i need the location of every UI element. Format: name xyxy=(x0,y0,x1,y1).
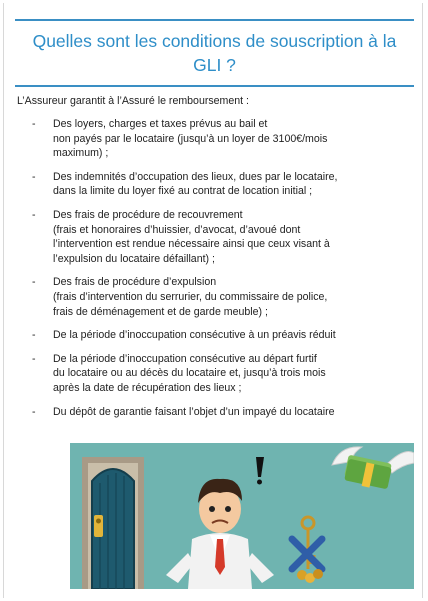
item-line: Des frais de procédure de recouvrement xyxy=(53,208,243,221)
item-line: Des indemnités d’occupation des lieux, dues par le locataire, xyxy=(53,170,338,183)
item-line: dans la limite du loyer fixé au contrat de location initial ; xyxy=(53,185,313,198)
page-title: Quelles sont les conditions de souscription à la GLI ? xyxy=(32,31,397,75)
door-icon xyxy=(82,457,144,589)
item-line: Des loyers, charges et taxes prévus au bail et xyxy=(53,118,268,130)
item-line: après la date de récupération des lieux ; xyxy=(53,381,242,394)
list-item xyxy=(32,275,417,319)
item-line: Du dépôt de garantie faisant l’objet d’un impayé du locataire xyxy=(53,405,335,418)
item-line: Des frais de procédure d’expulsion xyxy=(53,276,217,289)
bullet-dash: - xyxy=(32,170,36,183)
bullet-dash: - xyxy=(32,118,36,130)
exclamation-icon xyxy=(256,457,264,485)
item-line: De la période d’inoccupation consécutive à un préavis réduit xyxy=(53,329,336,342)
list-item xyxy=(32,405,417,420)
bullet-dash: - xyxy=(32,405,36,418)
bullet-dash: - xyxy=(32,352,36,365)
bullet-dash: - xyxy=(32,276,36,289)
coins-icon xyxy=(297,569,323,583)
list-item xyxy=(32,352,417,396)
list-item xyxy=(32,328,417,343)
bullet-dash: - xyxy=(32,329,36,342)
item-line: l’intervention est rendue nécessaire ainsi que ceux visant à xyxy=(53,238,330,251)
list-item xyxy=(32,117,417,161)
item-line: frais de déménagement et de garde meuble) ; xyxy=(53,305,268,318)
illustration xyxy=(70,443,414,589)
list-item xyxy=(32,170,417,199)
item-line: non payés par le locataire (jusqu’à un loyer de 3100€/mois xyxy=(53,132,328,145)
title-box xyxy=(15,19,414,87)
flying-money-icon xyxy=(332,447,414,490)
item-line: De la période d’inoccupation consécutive au départ furtif xyxy=(53,352,317,365)
item-line: (frais et honoraires d’huissier, d’avocat, d’avoué dont xyxy=(53,223,301,236)
list-item xyxy=(32,208,417,266)
intro-text: L’Assureur garantit à l’Assuré le remboursement : xyxy=(17,95,249,107)
worried-man-icon xyxy=(166,479,274,589)
item-line: maximum) ; xyxy=(53,147,109,160)
item-line: du locataire ou au décès du locataire et, jusqu’à trois mois xyxy=(53,367,326,380)
item-line: l’expulsion du locataire défaillant) ; xyxy=(53,252,215,265)
item-line: (frais d’intervention du serrurier, du commissaire de police, xyxy=(53,290,328,303)
bullet-dash: - xyxy=(32,208,36,221)
conditions-list xyxy=(32,117,417,428)
